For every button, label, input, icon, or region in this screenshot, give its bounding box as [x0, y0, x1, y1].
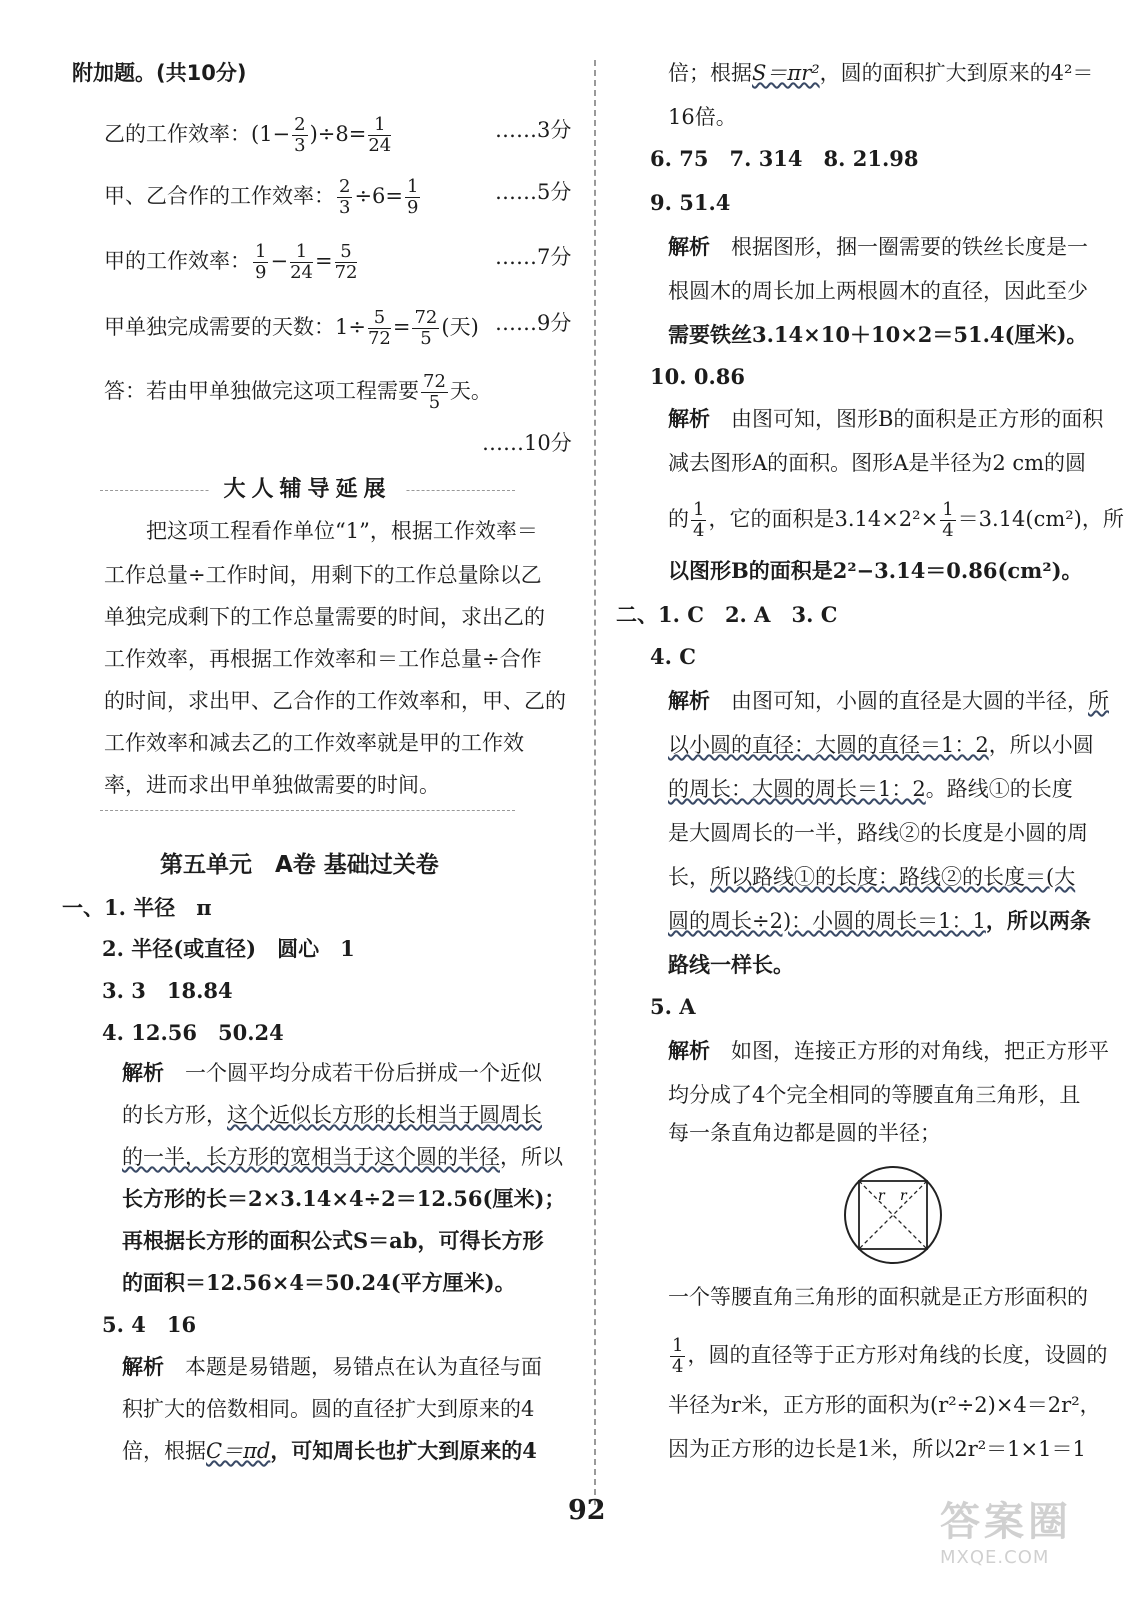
score-10: ……10分: [482, 431, 572, 455]
q9-explanation-1: 解析 根据图形，捆一圈需要的铁丝长度是一: [668, 235, 1088, 259]
q4-explanation-3: 的一半，长方形的宽相当于这个圆的半径，所以: [122, 1145, 563, 1169]
r-line-2: 16倍。: [668, 105, 737, 129]
q9-explanation-2: 根圆木的周长加上两根圆木的直径，因此至少: [668, 279, 1088, 303]
q4-explanation-1: 解析 一个圆平均分成若干份后拼成一个近似: [122, 1061, 542, 1085]
guide-line: 工作效率，再根据工作效率和＝工作总量÷合作: [104, 647, 542, 671]
section-title: 第五单元 A卷 基础过关卷: [160, 852, 439, 878]
guide-line: 工作总量÷工作时间，用剩下的工作总量除以乙: [104, 563, 542, 587]
answer-9: 9. 51.4: [650, 190, 731, 215]
r-line-1: 倍；根据S＝πr²，圆的面积扩大到原来的4²＝: [668, 61, 1094, 85]
q5b-explanation-2: 均分成了4个完全相同的等腰直角三角形，且: [668, 1083, 1081, 1107]
q3: 3. 3 18.84: [102, 978, 233, 1003]
q4b-explanation-5: 长，所以路线①的长度：路线②的长度＝(大: [668, 865, 1076, 889]
q5-explanation-3: 倍，根据C＝πd，可知周长也扩大到原来的4: [122, 1438, 537, 1463]
q5: 5. 4 16: [102, 1312, 197, 1337]
guide-title-band: [100, 478, 515, 502]
answers-6-8: 6. 75 7. 314 8. 21.98: [650, 146, 919, 171]
q5b-explanation-4: 一个等腰直角三角形的面积就是正方形面积的: [668, 1285, 1088, 1309]
q10-explanation-1: 解析 由图可知，图形B的面积是正方形的面积: [668, 407, 1104, 431]
extra-line-3: 甲的工作效率： $\frac{1}{9}$ − $\frac{1}{24}$ = $\frac{5}{72}$: [104, 241, 358, 283]
extra-line-1: 乙的工作效率：(1− $\frac{2}{3}$ )÷8= $\frac{1}{24}$: [104, 114, 392, 156]
q1: 一、1. 半径 π: [62, 895, 212, 920]
q5b-explanation-1: 解析 如图，连接正方形的对角线，把正方形平: [668, 1039, 1109, 1063]
q4b-explanation-3: 的周长：大圆的周长＝1：2。路线①的长度: [668, 777, 1073, 801]
page-number: 92: [568, 1495, 606, 1526]
column-divider: [594, 60, 596, 1505]
q10-explanation-3: 的 $\frac{1}{4}$ ，它的面积是3.14×2²× $\frac{1}{4}$ ＝3.14(cm²)，所: [668, 499, 1124, 541]
answer-line: 答：若由甲单独做完这项工程需要 $\frac{72}{5}$ 天。: [104, 371, 492, 413]
q4b-explanation-6: 圆的周长÷2)：小圆的周长＝1：1，所以两条: [668, 908, 1091, 933]
score-5: ……5分: [495, 180, 572, 204]
score-3: ……3分: [495, 118, 572, 142]
q4-explanation-5: 再根据长方形的面积公式S＝ab，可得长方形: [122, 1228, 544, 1253]
q4b-explanation-2: 以小圆的直径：大圆的直径＝1：2，所以小圆: [668, 733, 1094, 757]
score-7: ……7分: [495, 245, 572, 269]
q5-explanation-1: 解析 本题是易错题，易错点在认为直径与面: [122, 1355, 542, 1379]
guide-line: 单独完成剩下的工作总量需要的时间，求出乙的: [104, 605, 545, 629]
q4-explanation-4: 长方形的长＝2×3.14×4÷2＝12.56(厘米)；: [122, 1186, 566, 1211]
extra-heading: 附加题。(共10分): [72, 61, 247, 85]
q10-explanation-2: 减去图形A的面积。图形A是半径为2 cm的圆: [668, 451, 1087, 475]
answer-5: 5. A: [650, 994, 696, 1019]
guide-line: 工作效率和减去乙的工作效率就是甲的工作效: [104, 731, 524, 755]
radius-label-right: r: [900, 1188, 907, 1204]
answer-4: 4. C: [650, 644, 696, 669]
answer-10: 10. 0.86: [650, 364, 745, 389]
q9-explanation-3: 需要铁丝3.14×10＋10×2＝51.4(厘米)。: [668, 322, 1088, 347]
circle-square-figure: [838, 1160, 948, 1270]
watermark-logo: 答案圈 MXQE.COM: [940, 1499, 1072, 1568]
guide-line: 率，进而求出甲单独做需要的时间。: [104, 773, 440, 797]
q10-explanation-4: 以图形B的面积是2²−3.14＝0.86(cm²)。: [668, 558, 1083, 583]
q5b-explanation-5: $\frac{1}{4}$ ，圆的直径等于正方形对角线的长度，设圆的: [672, 1335, 1108, 1377]
extra-line-4: 甲单独完成需要的天数：1÷ $\frac{5}{72}$ = $\frac{72}{5}$ (天): [104, 307, 479, 349]
guide-line: 的时间，求出甲、乙合作的工作效率和，甲、乙的: [104, 689, 566, 713]
radius-label-left: r: [878, 1188, 885, 1204]
extra-line-2: 甲、乙合作的工作效率： $\frac{2}{3}$ ÷6= $\frac{1}{9}$: [104, 176, 419, 218]
guide-end-rule: [100, 798, 515, 822]
q4b-explanation-4: 是大圆周长的一半，路线②的长度是小圆的周: [668, 821, 1088, 845]
q4-explanation-2: 的长方形，这个近似长方形的长相当于圆周长: [122, 1103, 542, 1127]
q4b-explanation-7: 路线一样长。: [668, 952, 794, 977]
section2-answers: 二、1. C 2. A 3. C: [616, 602, 838, 627]
q5-explanation-2: 积扩大的倍数相同。圆的直径扩大到原来的4: [122, 1397, 535, 1421]
q2: 2. 半径(或直径) 圆心 1: [102, 936, 355, 961]
q5b-explanation-3: 每一条直角边都是圆的半径；: [668, 1121, 941, 1145]
guide-line: 把这项工程看作单位“1”，根据工作效率＝: [146, 519, 538, 543]
score-9: ……9分: [495, 311, 572, 335]
q5b-explanation-7: 因为正方形的边长是1米，所以2r²＝1×1＝1: [668, 1437, 1086, 1461]
guide-title: 大人辅导延展: [209, 472, 405, 503]
q4b-explanation-1: 解析 由图可知，小圆的直径是大圆的半径，所: [668, 689, 1109, 713]
q4-explanation-6: 的面积＝12.56×4＝50.24(平方厘米)。: [122, 1270, 516, 1295]
q4: 4. 12.56 50.24: [102, 1020, 284, 1045]
q5b-explanation-6: 半径为r米，正方形的面积为(r²÷2)×4＝2r²，: [668, 1393, 1101, 1417]
